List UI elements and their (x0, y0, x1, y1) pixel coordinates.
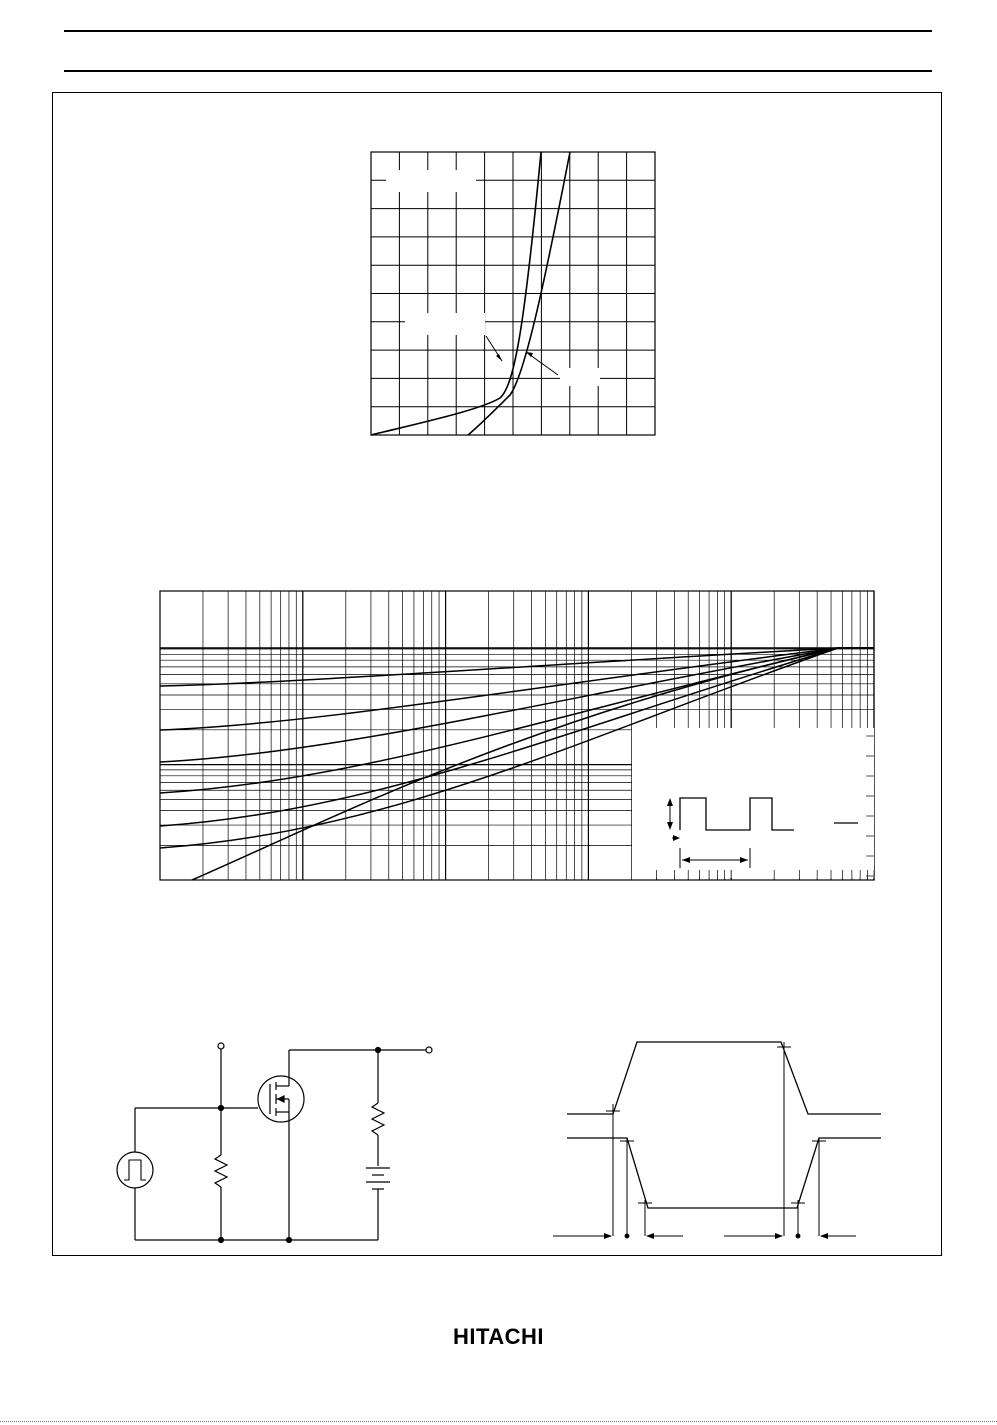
gate-resistor (215, 1155, 227, 1187)
timing-dot-2 (796, 1234, 800, 1238)
junction-dot-ground-1 (219, 1238, 224, 1243)
mosfet-arrow (278, 1096, 284, 1102)
chart-characteristic-curve (371, 152, 655, 435)
input-waveform (567, 1042, 881, 1114)
timing-arrow-3 (775, 1233, 783, 1239)
footer-brand: HITACHI (452, 1324, 545, 1349)
gate-terminal (218, 1043, 224, 1049)
pulse-symbol (124, 1160, 146, 1180)
timing-arrow-2 (646, 1233, 654, 1239)
output-terminal (426, 1047, 432, 1053)
timing-arrow-4 (820, 1233, 828, 1239)
chart-transient-response (160, 591, 874, 880)
annotation-box-2 (560, 368, 600, 386)
switching-test-circuit (117, 1043, 432, 1243)
pulse-generator (117, 1152, 153, 1188)
annotation-box (405, 313, 485, 335)
timing-arrow-1 (604, 1233, 612, 1239)
switching-waveforms (553, 1042, 881, 1239)
chart-grid (371, 152, 655, 435)
arrowhead-a (496, 354, 502, 361)
legend-box (386, 170, 476, 192)
timing-dot-1 (625, 1234, 629, 1238)
output-waveform (567, 1138, 881, 1208)
load-resistor (372, 1103, 384, 1135)
page-cut-line (0, 1421, 997, 1422)
